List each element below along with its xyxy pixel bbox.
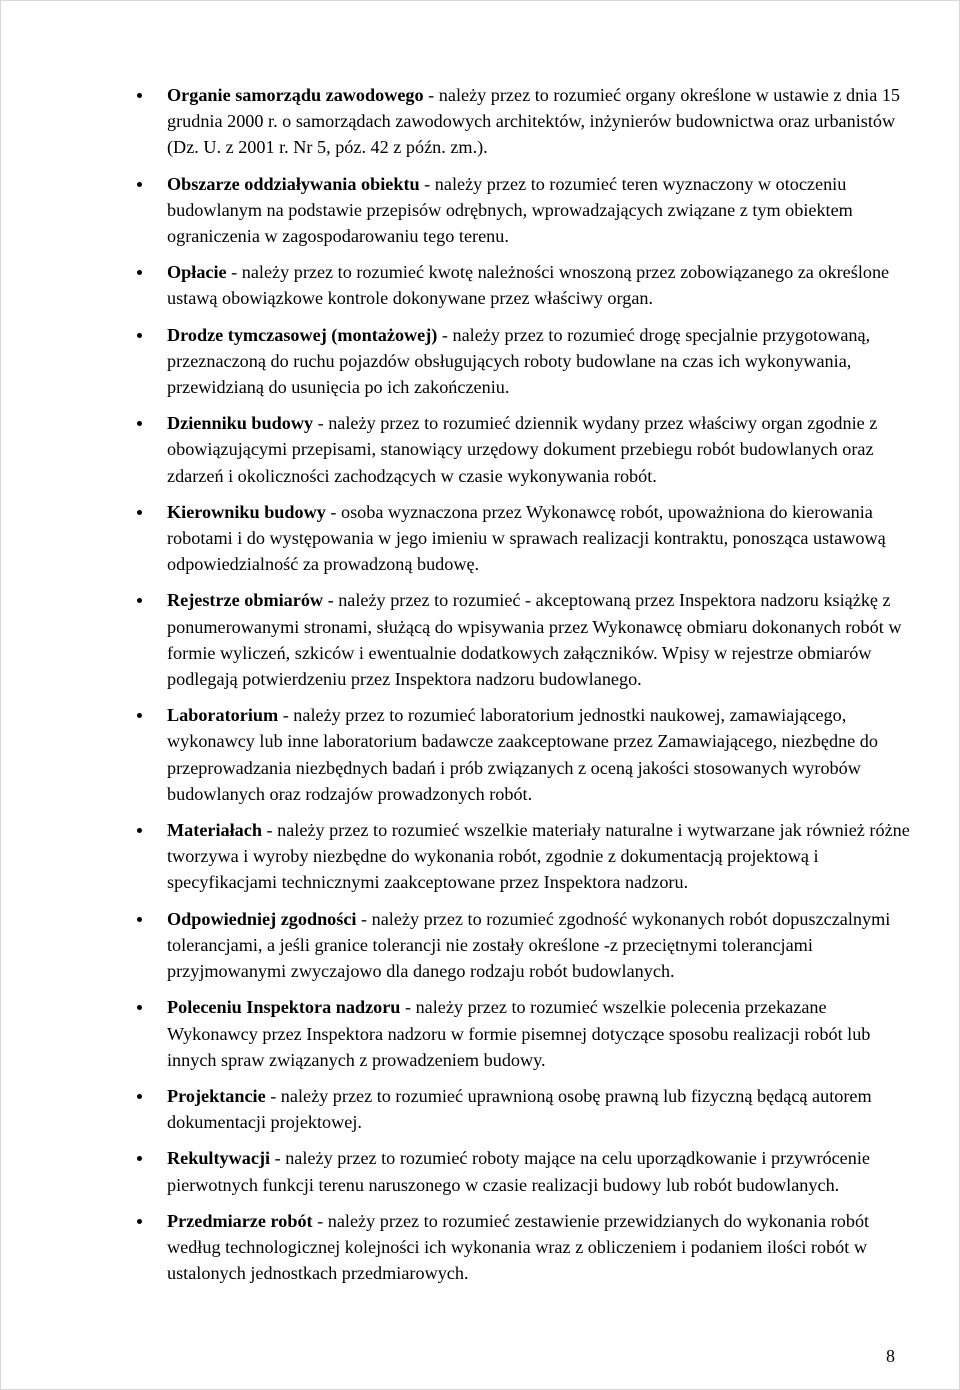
definitions-list [118, 82, 910, 1286]
definition-text: - należy przez to rozumieć zgodność wykonanych robót dopuszczalnymi tolerancjami, a jeśli granice tolerancji nie zostały określone -z przeciętnymi tolerancjami przyjmowanymi zwyczajowo dla danego rodzaju robót budowlanych. [167, 908, 891, 982]
definition-term: Obszarze oddziaływania obiektu [167, 173, 420, 194]
page-number: 8 [886, 1346, 895, 1366]
definition-term: Drodze tymczasowej (montażowej) [167, 324, 438, 345]
bullet-icon [137, 1156, 142, 1161]
definition-text: - osoba wyznaczona przez Wykonawcę robót, upoważniona do kierowania robotami i do występowania w jego imieniu w sprawach realizacji kontraktu, ponosząca ustawową odpowiedzialność za prowadzoną budowę. [167, 501, 886, 575]
definition-item [118, 171, 910, 250]
definition-term: Rejestrze obmiarów [167, 590, 324, 611]
bullet-icon [137, 713, 142, 718]
definition-term: Materiałach [167, 820, 262, 841]
bullet-icon [137, 182, 142, 187]
definition-text: - należy przez to rozumieć drogę specjalnie przygotowaną, przeznaczoną do ruchu pojazdów obsługujących roboty budowlane na czas ich wykonywania, przewidzianą do usunięcia po ich zakończeniu. [167, 324, 871, 398]
definition-text: - należy przez to rozumieć zestawienie przewidzianych do wykonania robót według technologicznej kolejności ich wykonania wraz z obliczeniem i podaniem ilości robót w ustalonych jednostkach przedmiarowych. [167, 1210, 870, 1284]
definition-term: Dzienniku budowy [167, 413, 314, 434]
bullet-icon [137, 1094, 142, 1099]
definition-term: Laboratorium [167, 705, 279, 726]
definition-text: - należy przez to rozumieć laboratorium jednostki naukowej, zamawiającego, wykonawcy lub inne laboratorium badawcze zaakceptowane przez Zamawiającego, niezbędne do przeprowadzania niezbędnych badań i prób związanych z oceną jakości stosowanych wyrobów budowlanych oraz rodzajów prowadzonych robót. [167, 705, 878, 804]
definition-text: - należy przez to rozumieć uprawnioną osobę prawną lub fizyczną będącą autorem dokumentacji projektowej. [167, 1085, 872, 1133]
definition-item [118, 1145, 910, 1197]
definition-item [118, 322, 910, 401]
definition-term: Rekultywacji [167, 1148, 271, 1169]
definition-text: - należy przez to rozumieć kwotę należności wnoszoną przez zobowiązanego za określone ustawą obowiązkowe kontrole dokonywane przez właściwy organ. [167, 262, 890, 309]
definition-text: - należy przez to rozumieć wszelkie polecenia przekazane Wykonawcy przez Inspektora nadzoru w formie pisemnej dotyczące sposobu realizacji robót lub innych spraw związanych z prowadzeniem budowy. [167, 997, 871, 1070]
definition-item [118, 499, 910, 578]
bullet-icon [137, 917, 142, 922]
definition-term: Organie samorządu zawodowego [167, 85, 424, 105]
definition-text: - należy przez to rozumieć organy określone w ustawie z dnia 15 grudnia 2000 r. o samorządach zawodowych architektów, inżynierów budownictwa oraz urbanistów (Dz. U. z 2001 r. Nr 5, póz. 42 z późn. zm.). [167, 85, 901, 158]
bullet-icon [137, 270, 142, 275]
definition-term: Przedmiarze robót [167, 1210, 313, 1231]
definition-item [118, 702, 910, 807]
definition-text: - należy przez to rozumieć roboty mające na celu uporządkowanie i przywrócenie pierwotnych funkcji terenu naruszonego w czasie realizacji budowy lub robót budowlanych. [167, 1148, 870, 1195]
definition-text: - należy przez to rozumieć dziennik wydany przez właściwy organ zgodnie z obowiązującymi przepisami, stanowiący urzędowy dokument przebiegu robót budowlanych oraz zdarzeń i okoliczności zachodzących w czasie wykonywania robót. [167, 413, 878, 486]
bullet-icon [137, 510, 142, 515]
bullet-icon [137, 598, 142, 603]
bullet-icon [137, 1219, 142, 1224]
definition-term: Odpowiedniej zgodności [167, 908, 357, 929]
definition-term: Opłacie [167, 262, 227, 283]
definition-item [118, 82, 910, 161]
definition-text: - należy przez to rozumieć wszelkie materiały naturalne i wytwarzane jak również różne tworzywa i wyroby niezbędne do wykonania robót, zgodnie z dokumentacją projektową i specyfikacjami technicznymi zaakceptowane przez Inspektora nadzoru. [167, 820, 910, 893]
bullet-icon [137, 93, 142, 98]
bullet-icon [137, 828, 142, 833]
definition-item [118, 994, 910, 1073]
bullet-icon [137, 421, 142, 426]
definition-item [118, 817, 910, 896]
definition-item [118, 1083, 910, 1135]
definition-item [118, 906, 910, 985]
definition-text: - należy przez to rozumieć - akceptowaną przez Inspektora nadzoru książkę z ponumerowanymi stronami, służącą do wpisywania przez Wykonawcę obmiaru dokonanych robót w formie wyliczeń, szkiców i ewentualnie dodatkowych załączników. Wpisy w rejestrze obmiarów podlegają potwierdzeniu przez Inspektora nadzoru budowlanego. [167, 590, 902, 690]
definition-item [118, 1208, 910, 1287]
definition-item [118, 587, 910, 692]
definition-term: Projektancie [167, 1085, 266, 1106]
bullet-icon [137, 333, 142, 338]
bullet-icon [137, 1005, 142, 1010]
definition-term: Poleceniu Inspektora nadzoru [167, 997, 401, 1018]
definition-term: Kierowniku budowy [167, 501, 326, 522]
definition-text: - należy przez to rozumieć teren wyznaczony w otoczeniu budowlanym na podstawie przepisów odrębnych, wprowadzających związane z tym obiektem ograniczenia w zagospodarowaniu tego terenu. [167, 173, 853, 247]
definition-item [118, 259, 910, 311]
definition-item [118, 410, 910, 489]
